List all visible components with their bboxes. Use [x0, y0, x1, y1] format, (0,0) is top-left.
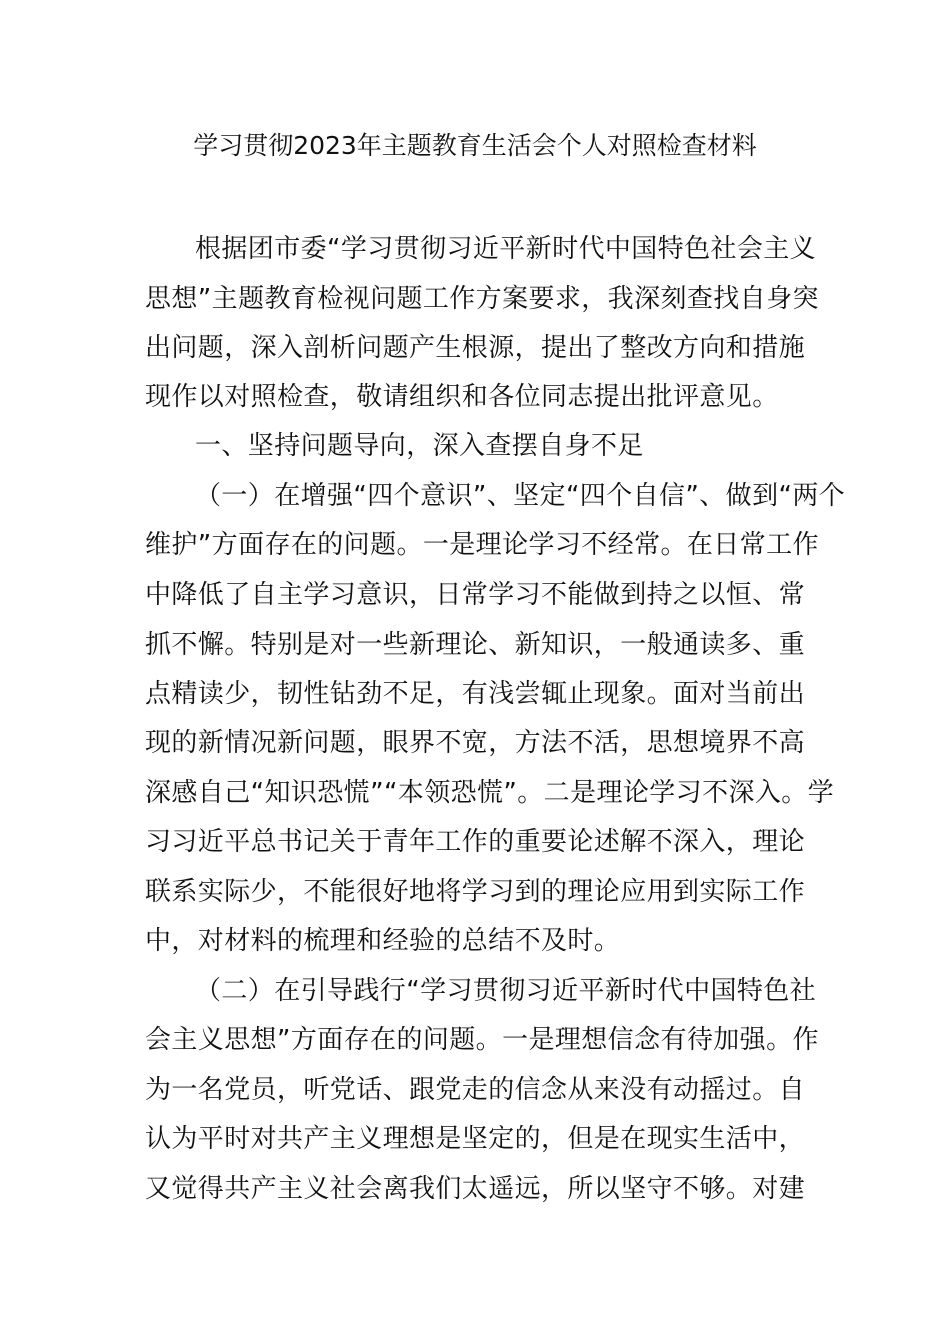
paragraph-line: 现作以对照检查，敬请组织和各位同志提出批评意见。 [145, 382, 779, 412]
paragraph-line: 为一名党员，听党话、跟党走的信念从来没有动摇过。自 [145, 1075, 806, 1105]
section-heading: 一、坚持问题导向，深入查摆自身不足 [195, 431, 644, 461]
paragraph-line: 根据团市委“学习贯彻习近平新时代中国特色社会主义 [195, 234, 817, 264]
paragraph-line: 维护”方面存在的问题。一是理论学习不经常。在日常工作 [145, 530, 819, 560]
paragraph-line: 现的新情况新问题，眼界不宽，方法不活，思想境界不高 [145, 728, 806, 758]
paragraph-line: 点精读少，韧性钻劲不足，有浅尝辄止现象。面对当前出 [145, 679, 806, 709]
paragraph-line: 出问题，深入剖析问题产生根源，提出了整改方向和措施 [145, 333, 806, 363]
paragraph-line: 深感自己“知识恐慌”“本领恐慌”。二是理论学习不深入。学 [145, 778, 835, 808]
paragraph-line: 习习近平总书记关于青年工作的重要论述解不深入，理论 [145, 827, 806, 857]
paragraph-line: 联系实际少，不能很好地将学习到的理论应用到实际工作 [145, 877, 806, 907]
paragraph-line: 认为平时对共产主义理想是坚定的，但是在现实生活中， [145, 1124, 806, 1154]
paragraph-line: 又觉得共产主义社会离我们太遥远，所以坚守不够。对建 [145, 1174, 806, 1204]
paragraph-line: 中降低了自主学习意识，日常学习不能做到持之以恒、常 [145, 580, 806, 610]
paragraph-line: 思想”主题教育检视问题工作方案要求，我深刻查找自身突 [145, 284, 819, 314]
paragraph-line: 会主义思想”方面存在的问题。一是理想信念有待加强。作 [145, 1025, 819, 1055]
paragraph-line: （二）在引导践行“学习贯彻习近平新时代中国特色社 [195, 976, 817, 1006]
paragraph-line: 中，对材料的梳理和经验的总结不及时。 [145, 926, 621, 956]
document-title: 学习贯彻2023年主题教育生活会个人对照检查材料 [193, 131, 757, 160]
paragraph-line: （一）在增强“四个意识”、坚定“四个自信”、做到“两个 [195, 481, 846, 511]
paragraph-line: 抓不懈。特别是对一些新理论、新知识，一般通读多、重 [145, 630, 806, 660]
